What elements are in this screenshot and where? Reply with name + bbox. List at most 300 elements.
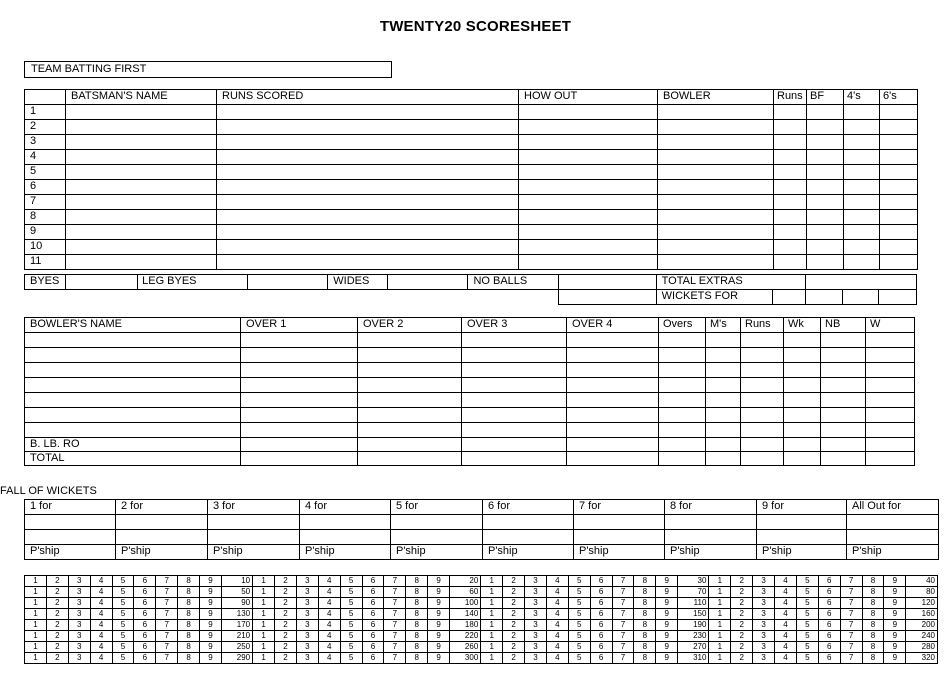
team-batting-first-field[interactable] <box>24 61 392 78</box>
tally-cell[interactable]: 3 <box>753 576 775 587</box>
bowling-cell[interactable] <box>567 378 659 393</box>
batting-cell[interactable] <box>807 255 844 270</box>
bowling-cell[interactable] <box>784 348 821 363</box>
tally-cell[interactable]: 6 <box>362 598 384 609</box>
tally-cell[interactable]: 6 <box>818 620 840 631</box>
bowling-cell[interactable] <box>784 363 821 378</box>
tally-cell[interactable]: 5 <box>340 620 362 631</box>
tally-cell[interactable]: 6 <box>362 642 384 653</box>
bowling-cell[interactable] <box>784 452 821 466</box>
tally-cell[interactable]: 6 <box>818 587 840 598</box>
tally-cell[interactable]: 5 <box>340 587 362 598</box>
bowling-cell[interactable] <box>567 333 659 348</box>
batting-cell[interactable] <box>774 210 807 225</box>
tally-cell[interactable]: 7 <box>384 620 406 631</box>
tally-cell[interactable]: 2 <box>275 653 297 664</box>
tally-cell[interactable]: 8 <box>862 631 884 642</box>
tally-cell[interactable]: 1 <box>481 620 503 631</box>
tally-cell[interactable]: 2 <box>503 620 525 631</box>
batting-cell[interactable] <box>519 255 658 270</box>
batting-cell[interactable] <box>217 240 519 255</box>
tally-cell[interactable]: 300 <box>450 653 481 664</box>
fow-cell[interactable] <box>116 515 208 530</box>
batting-cell[interactable] <box>66 240 217 255</box>
tally-cell[interactable]: 3 <box>525 642 547 653</box>
batting-cell[interactable] <box>658 150 774 165</box>
tally-cell[interactable]: 5 <box>796 598 818 609</box>
tally-cell[interactable]: 9 <box>884 653 906 664</box>
tally-cell[interactable]: 70 <box>678 587 709 598</box>
tally-cell[interactable]: 8 <box>634 631 656 642</box>
batting-cell[interactable] <box>66 105 217 120</box>
batting-cell[interactable] <box>880 225 918 240</box>
tally-cell[interactable]: 7 <box>612 653 634 664</box>
batting-cell[interactable] <box>844 105 880 120</box>
tally-cell[interactable]: 9 <box>884 598 906 609</box>
batting-cell[interactable] <box>774 180 807 195</box>
bowling-cell[interactable] <box>659 393 706 408</box>
tally-cell[interactable]: 5 <box>568 609 590 620</box>
tally-cell[interactable]: 5 <box>112 598 134 609</box>
tally-cell[interactable]: 260 <box>450 642 481 653</box>
bowling-cell[interactable] <box>784 333 821 348</box>
no-balls-field[interactable] <box>558 275 656 290</box>
tally-cell[interactable]: 1 <box>709 576 731 587</box>
tally-cell[interactable]: 9 <box>656 642 678 653</box>
tally-cell[interactable]: 290 <box>221 653 252 664</box>
tally-cell[interactable]: 1 <box>25 609 47 620</box>
tally-cell[interactable]: 1 <box>253 620 275 631</box>
bowling-cell[interactable] <box>866 423 915 438</box>
tally-cell[interactable]: 2 <box>275 631 297 642</box>
tally-cell[interactable]: 4 <box>546 576 568 587</box>
tally-cell[interactable]: 6 <box>818 631 840 642</box>
fow-cell[interactable] <box>25 515 116 530</box>
tally-cell[interactable]: 1 <box>25 576 47 587</box>
bowling-cell[interactable] <box>821 393 866 408</box>
tally-cell[interactable]: 4 <box>90 631 112 642</box>
batting-cell[interactable] <box>519 195 658 210</box>
tally-cell[interactable]: 1 <box>709 620 731 631</box>
bowling-cell[interactable] <box>462 438 567 452</box>
tally-cell[interactable]: 250 <box>221 642 252 653</box>
batting-cell[interactable] <box>844 180 880 195</box>
tally-cell[interactable]: 9 <box>200 576 222 587</box>
batting-cell[interactable] <box>807 150 844 165</box>
tally-cell[interactable]: 6 <box>134 620 156 631</box>
tally-cell[interactable]: 7 <box>840 598 862 609</box>
tally-cell[interactable]: 4 <box>318 598 340 609</box>
tally-cell[interactable]: 240 <box>906 631 938 642</box>
tally-cell[interactable]: 8 <box>406 620 428 631</box>
tally-cell[interactable]: 9 <box>428 609 450 620</box>
tally-cell[interactable]: 7 <box>384 598 406 609</box>
tally-cell[interactable]: 7 <box>156 609 178 620</box>
bowling-cell[interactable] <box>706 423 741 438</box>
bowling-cell[interactable] <box>25 363 241 378</box>
tally-cell[interactable]: 1 <box>709 642 731 653</box>
fow-cell[interactable] <box>483 515 574 530</box>
tally-cell[interactable]: 7 <box>384 642 406 653</box>
bowling-cell[interactable] <box>866 438 915 452</box>
tally-cell[interactable]: 9 <box>884 576 906 587</box>
tally-cell[interactable]: 7 <box>840 576 862 587</box>
tally-cell[interactable]: 1 <box>253 631 275 642</box>
batting-cell[interactable] <box>658 225 774 240</box>
tally-cell[interactable]: 8 <box>634 642 656 653</box>
batting-cell[interactable] <box>217 195 519 210</box>
bowling-cell[interactable] <box>659 348 706 363</box>
batting-cell[interactable] <box>658 240 774 255</box>
tally-cell[interactable]: 7 <box>840 609 862 620</box>
tally-cell[interactable]: 5 <box>796 587 818 598</box>
tally-cell[interactable]: 3 <box>753 631 775 642</box>
bowling-cell[interactable] <box>25 378 241 393</box>
tally-cell[interactable]: 2 <box>46 576 68 587</box>
tally-cell[interactable]: 3 <box>753 642 775 653</box>
tally-cell[interactable]: 5 <box>340 642 362 653</box>
bowling-cell[interactable] <box>462 393 567 408</box>
tally-cell[interactable]: 5 <box>340 576 362 587</box>
tally-cell[interactable]: 6 <box>134 642 156 653</box>
tally-cell[interactable]: 3 <box>296 598 318 609</box>
tally-cell[interactable]: 4 <box>775 598 797 609</box>
tally-cell[interactable]: 4 <box>318 631 340 642</box>
tally-cell[interactable]: 7 <box>384 576 406 587</box>
tally-cell[interactable]: 8 <box>178 598 200 609</box>
tally-cell[interactable]: 5 <box>796 631 818 642</box>
tally-cell[interactable]: 9 <box>656 609 678 620</box>
tally-cell[interactable]: 2 <box>731 653 753 664</box>
tally-cell[interactable]: 4 <box>775 620 797 631</box>
batting-cell[interactable] <box>774 255 807 270</box>
bowling-cell[interactable] <box>741 348 784 363</box>
tally-cell[interactable]: 8 <box>862 587 884 598</box>
batting-cell[interactable] <box>658 105 774 120</box>
tally-cell[interactable]: 4 <box>775 609 797 620</box>
bowling-cell[interactable] <box>659 378 706 393</box>
tally-cell[interactable]: 3 <box>296 642 318 653</box>
batting-cell[interactable] <box>807 180 844 195</box>
batting-cell[interactable] <box>217 210 519 225</box>
batting-cell[interactable] <box>66 210 217 225</box>
batting-cell[interactable] <box>217 135 519 150</box>
tally-cell[interactable]: 4 <box>775 642 797 653</box>
tally-cell[interactable]: 8 <box>178 609 200 620</box>
tally-cell[interactable]: 6 <box>590 598 612 609</box>
batting-cell[interactable] <box>658 165 774 180</box>
tally-cell[interactable]: 9 <box>884 609 906 620</box>
tally-cell[interactable]: 7 <box>612 609 634 620</box>
batting-cell[interactable] <box>880 135 918 150</box>
tally-cell[interactable]: 3 <box>525 576 547 587</box>
bowling-cell[interactable] <box>358 438 462 452</box>
batting-cell[interactable] <box>217 150 519 165</box>
tally-cell[interactable]: 4 <box>90 598 112 609</box>
bowling-cell[interactable] <box>784 378 821 393</box>
tally-cell[interactable]: 6 <box>362 620 384 631</box>
batting-cell[interactable] <box>774 225 807 240</box>
tally-cell[interactable]: 4 <box>318 653 340 664</box>
batting-cell[interactable] <box>807 105 844 120</box>
tally-cell[interactable]: 7 <box>156 587 178 598</box>
fow-cell[interactable] <box>300 530 391 545</box>
batting-cell[interactable] <box>519 135 658 150</box>
bowling-cell[interactable] <box>241 438 358 452</box>
batting-cell[interactable] <box>658 135 774 150</box>
bowling-cell[interactable] <box>706 363 741 378</box>
bowling-cell[interactable] <box>706 438 741 452</box>
tally-cell[interactable]: 6 <box>134 576 156 587</box>
tally-cell[interactable]: 9 <box>656 598 678 609</box>
batting-cell[interactable] <box>774 120 807 135</box>
batting-cell[interactable] <box>844 165 880 180</box>
batting-cell[interactable] <box>807 195 844 210</box>
total-extras-field[interactable] <box>805 275 916 290</box>
tally-cell[interactable]: 6 <box>134 598 156 609</box>
tally-cell[interactable]: 6 <box>590 609 612 620</box>
tally-cell[interactable]: 9 <box>884 631 906 642</box>
tally-cell[interactable]: 4 <box>90 587 112 598</box>
tally-cell[interactable]: 2 <box>731 620 753 631</box>
fow-cell[interactable] <box>208 515 300 530</box>
batting-cell[interactable] <box>844 225 880 240</box>
tally-cell[interactable]: 7 <box>156 576 178 587</box>
tally-cell[interactable]: 3 <box>753 620 775 631</box>
tally-cell[interactable]: 3 <box>68 620 90 631</box>
tally-cell[interactable]: 8 <box>634 587 656 598</box>
tally-cell[interactable]: 1 <box>481 653 503 664</box>
tally-cell[interactable]: 2 <box>503 642 525 653</box>
tally-cell[interactable]: 5 <box>340 653 362 664</box>
bowling-cell[interactable] <box>866 363 915 378</box>
bowling-cell[interactable] <box>462 348 567 363</box>
tally-cell[interactable]: 5 <box>112 587 134 598</box>
tally-cell[interactable]: 8 <box>178 620 200 631</box>
tally-cell[interactable]: 5 <box>112 642 134 653</box>
tally-cell[interactable]: 3 <box>296 587 318 598</box>
fow-cell[interactable] <box>391 530 483 545</box>
tally-cell[interactable]: 3 <box>753 653 775 664</box>
bowling-cell[interactable] <box>358 452 462 466</box>
fow-cell[interactable] <box>483 530 574 545</box>
bowling-cell[interactable] <box>821 452 866 466</box>
fow-cell[interactable] <box>757 515 847 530</box>
bowling-cell[interactable] <box>741 452 784 466</box>
tally-cell[interactable]: 2 <box>275 609 297 620</box>
tally-cell[interactable]: 9 <box>200 620 222 631</box>
batting-cell[interactable] <box>807 120 844 135</box>
tally-cell[interactable]: 5 <box>112 631 134 642</box>
tally-cell[interactable]: 3 <box>296 631 318 642</box>
tally-cell[interactable]: 7 <box>156 653 178 664</box>
batting-cell[interactable] <box>66 165 217 180</box>
batting-cell[interactable] <box>844 255 880 270</box>
tally-cell[interactable]: 4 <box>90 653 112 664</box>
tally-cell[interactable]: 1 <box>481 598 503 609</box>
tally-cell[interactable]: 100 <box>450 598 481 609</box>
batting-cell[interactable] <box>807 240 844 255</box>
tally-cell[interactable]: 6 <box>590 620 612 631</box>
tally-cell[interactable]: 130 <box>221 609 252 620</box>
tally-cell[interactable]: 6 <box>590 576 612 587</box>
bowling-cell[interactable] <box>241 363 358 378</box>
bowling-cell[interactable] <box>25 393 241 408</box>
tally-cell[interactable]: 6 <box>590 631 612 642</box>
bowling-cell[interactable] <box>462 408 567 423</box>
bowling-cell[interactable] <box>706 452 741 466</box>
batting-cell[interactable] <box>880 180 918 195</box>
tally-cell[interactable]: 170 <box>221 620 252 631</box>
bowling-cell[interactable] <box>567 452 659 466</box>
tally-cell[interactable]: 7 <box>840 620 862 631</box>
tally-cell[interactable]: 9 <box>656 587 678 598</box>
tally-cell[interactable]: 4 <box>90 609 112 620</box>
tally-cell[interactable]: 8 <box>862 598 884 609</box>
tally-cell[interactable]: 3 <box>296 620 318 631</box>
tally-cell[interactable]: 2 <box>46 653 68 664</box>
bowling-cell[interactable] <box>866 378 915 393</box>
bowling-cell[interactable] <box>567 423 659 438</box>
tally-cell[interactable]: 1 <box>253 653 275 664</box>
batting-cell[interactable] <box>217 120 519 135</box>
tally-cell[interactable]: 6 <box>362 653 384 664</box>
tally-cell[interactable]: 4 <box>90 620 112 631</box>
tally-cell[interactable]: 3 <box>525 598 547 609</box>
batting-cell[interactable] <box>774 135 807 150</box>
tally-cell[interactable]: 90 <box>221 598 252 609</box>
tally-cell[interactable]: 7 <box>156 642 178 653</box>
bowling-cell[interactable] <box>659 333 706 348</box>
tally-cell[interactable]: 5 <box>340 598 362 609</box>
bowling-cell[interactable] <box>741 378 784 393</box>
tally-cell[interactable]: 310 <box>678 653 709 664</box>
bowling-cell[interactable] <box>741 393 784 408</box>
tally-cell[interactable]: 2 <box>731 642 753 653</box>
tally-cell[interactable]: 9 <box>200 609 222 620</box>
tally-cell[interactable]: 6 <box>590 642 612 653</box>
tally-cell[interactable]: 4 <box>775 653 797 664</box>
bowling-cell[interactable] <box>659 438 706 452</box>
tally-cell[interactable]: 7 <box>156 631 178 642</box>
tally-cell[interactable]: 4 <box>775 631 797 642</box>
tally-cell[interactable]: 4 <box>318 587 340 598</box>
tally-cell[interactable]: 7 <box>156 620 178 631</box>
bowling-cell[interactable] <box>706 408 741 423</box>
tally-cell[interactable]: 20 <box>450 576 481 587</box>
tally-cell[interactable]: 1 <box>709 609 731 620</box>
batting-cell[interactable] <box>519 150 658 165</box>
fow-cell[interactable] <box>391 515 483 530</box>
tally-cell[interactable]: 8 <box>634 576 656 587</box>
tally-cell[interactable]: 2 <box>275 598 297 609</box>
batting-cell[interactable] <box>217 180 519 195</box>
tally-cell[interactable]: 6 <box>590 587 612 598</box>
tally-cell[interactable]: 8 <box>178 653 200 664</box>
tally-cell[interactable]: 7 <box>612 598 634 609</box>
bowling-cell[interactable] <box>358 408 462 423</box>
tally-cell[interactable]: 2 <box>731 576 753 587</box>
bowling-cell[interactable] <box>784 438 821 452</box>
bowling-cell[interactable] <box>241 393 358 408</box>
batting-cell[interactable] <box>807 135 844 150</box>
tally-cell[interactable]: 6 <box>590 653 612 664</box>
batting-cell[interactable] <box>774 105 807 120</box>
tally-cell[interactable]: 4 <box>318 576 340 587</box>
tally-cell[interactable]: 9 <box>428 642 450 653</box>
tally-cell[interactable]: 8 <box>862 576 884 587</box>
tally-cell[interactable]: 5 <box>568 642 590 653</box>
tally-cell[interactable]: 5 <box>568 653 590 664</box>
tally-cell[interactable]: 2 <box>503 587 525 598</box>
tally-cell[interactable]: 3 <box>525 653 547 664</box>
tally-cell[interactable]: 7 <box>612 631 634 642</box>
batting-cell[interactable] <box>880 255 918 270</box>
tally-cell[interactable]: 2 <box>731 587 753 598</box>
bowling-cell[interactable] <box>866 452 915 466</box>
bowling-cell[interactable] <box>706 333 741 348</box>
tally-cell[interactable]: 4 <box>546 620 568 631</box>
tally-cell[interactable]: 5 <box>568 598 590 609</box>
tally-cell[interactable]: 2 <box>503 609 525 620</box>
batting-cell[interactable] <box>880 240 918 255</box>
tally-cell[interactable]: 7 <box>840 642 862 653</box>
bowling-cell[interactable] <box>821 363 866 378</box>
bowling-cell[interactable] <box>241 452 358 466</box>
tally-cell[interactable]: 160 <box>906 609 938 620</box>
tally-cell[interactable]: 4 <box>546 631 568 642</box>
tally-cell[interactable]: 4 <box>318 620 340 631</box>
tally-cell[interactable]: 1 <box>481 642 503 653</box>
batting-cell[interactable] <box>774 150 807 165</box>
batting-cell[interactable] <box>880 120 918 135</box>
batting-cell[interactable] <box>217 105 519 120</box>
tally-cell[interactable]: 1 <box>709 598 731 609</box>
bowling-cell[interactable] <box>567 438 659 452</box>
tally-cell[interactable]: 4 <box>318 609 340 620</box>
tally-cell[interactable]: 8 <box>406 609 428 620</box>
tally-cell[interactable]: 9 <box>884 620 906 631</box>
bowling-cell[interactable] <box>784 423 821 438</box>
batting-cell[interactable] <box>519 210 658 225</box>
tally-cell[interactable]: 2 <box>503 631 525 642</box>
tally-cell[interactable]: 8 <box>862 653 884 664</box>
bowling-cell[interactable] <box>25 348 241 363</box>
tally-cell[interactable]: 7 <box>384 609 406 620</box>
tally-cell[interactable]: 3 <box>525 620 547 631</box>
tally-cell[interactable]: 2 <box>275 620 297 631</box>
tally-cell[interactable]: 5 <box>112 609 134 620</box>
tally-cell[interactable]: 2 <box>46 620 68 631</box>
tally-cell[interactable]: 140 <box>450 609 481 620</box>
tally-cell[interactable]: 2 <box>503 653 525 664</box>
bowling-cell[interactable] <box>821 408 866 423</box>
bowling-cell[interactable] <box>866 408 915 423</box>
tally-cell[interactable]: 7 <box>384 587 406 598</box>
tally-cell[interactable]: 200 <box>906 620 938 631</box>
bowling-cell[interactable] <box>821 378 866 393</box>
tally-cell[interactable]: 3 <box>753 609 775 620</box>
bowling-cell[interactable] <box>821 333 866 348</box>
tally-cell[interactable]: 7 <box>840 631 862 642</box>
bowling-cell[interactable] <box>821 423 866 438</box>
tally-cell[interactable]: 4 <box>546 598 568 609</box>
tally-cell[interactable]: 7 <box>840 653 862 664</box>
byes-field[interactable] <box>66 275 138 290</box>
fow-cell[interactable] <box>665 530 757 545</box>
tally-cell[interactable]: 5 <box>568 631 590 642</box>
tally-cell[interactable]: 6 <box>818 576 840 587</box>
